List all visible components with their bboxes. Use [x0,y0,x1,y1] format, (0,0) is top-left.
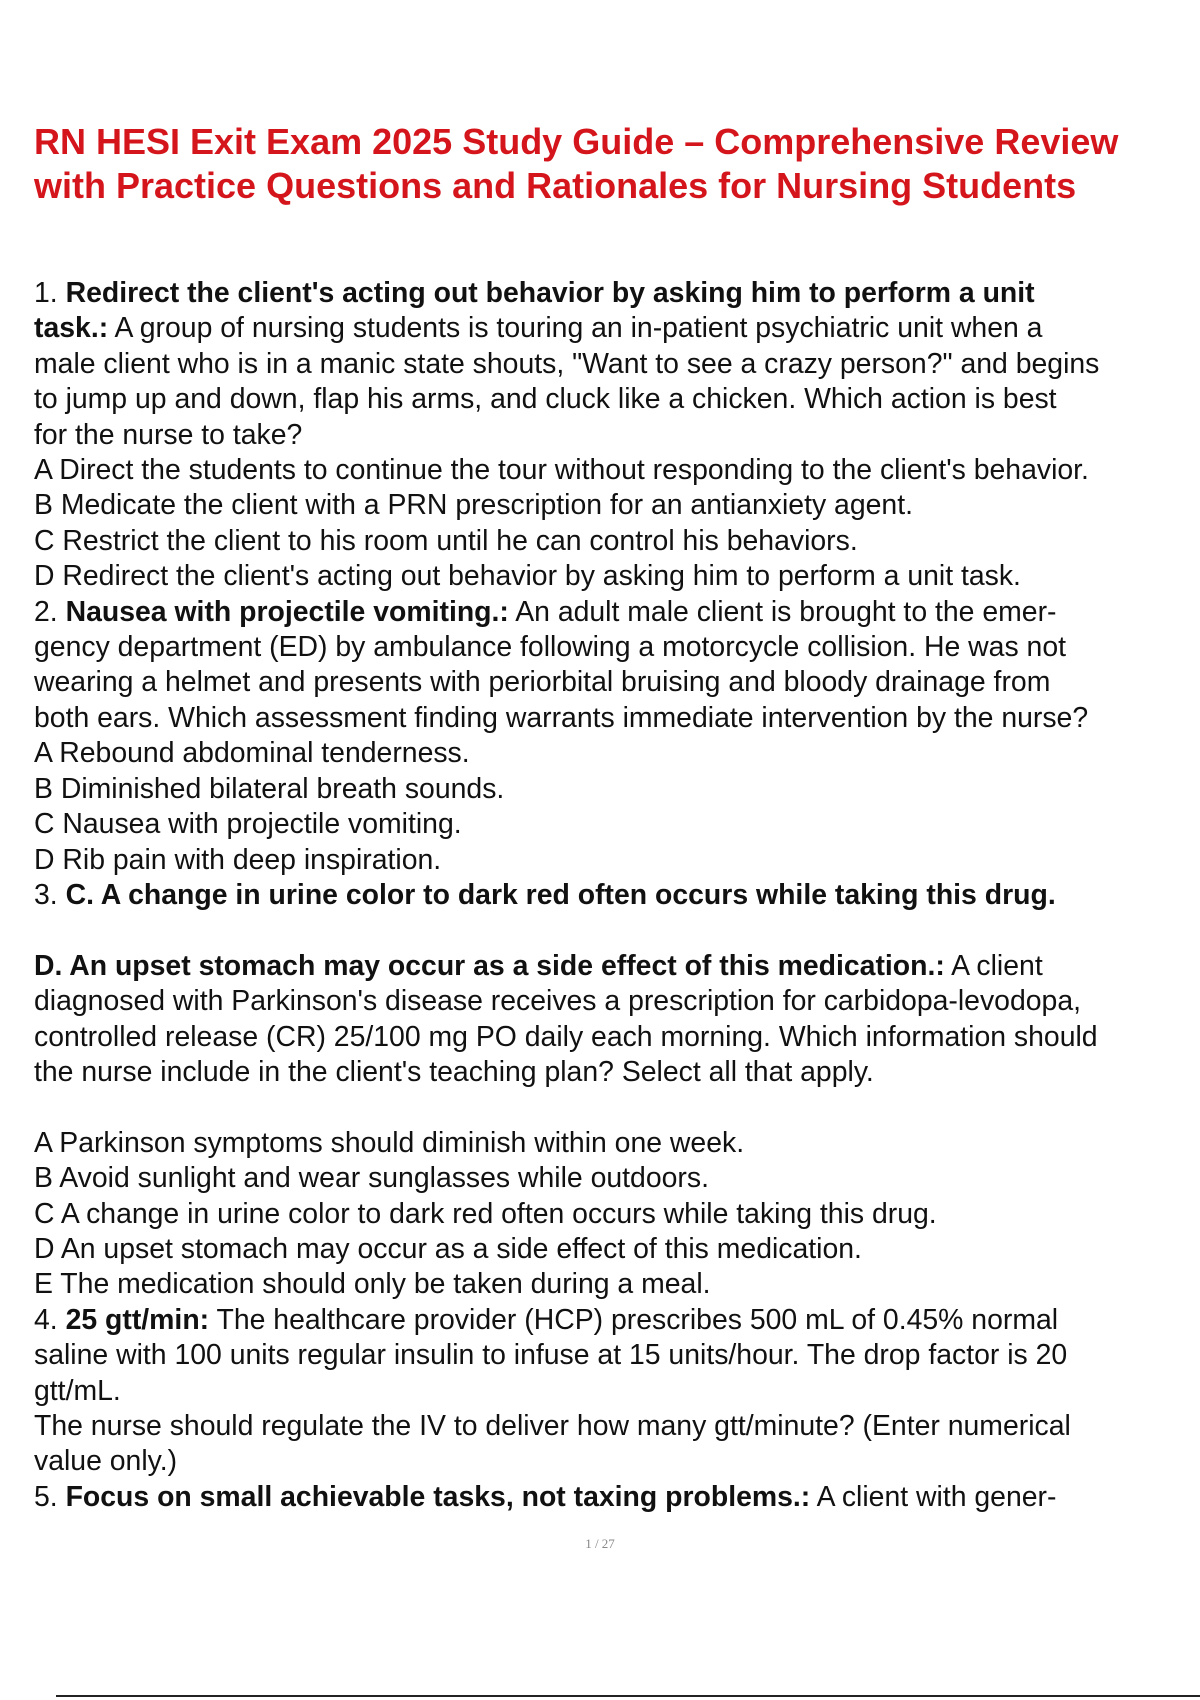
question-4-line: gtt/mL. [34,1374,121,1407]
question-3-line: diagnosed with Parkinson's disease receives a prescription for carbidopa-levodopa, [34,985,1082,1018]
question-1-answer: Redirect the client's acting out behavior by asking him to perform a unit [65,277,1035,309]
question-2-option-b: B Diminished bilateral breath sounds. [34,772,505,805]
question-2-line: wearing a helmet and presents with periorbital bruising and bloody drainage from [34,666,1051,699]
title-line-2: with Practice Questions and Rationales for Nursing Students [34,165,1077,206]
document-title [34,120,1184,208]
question-3-answer: D. An upset stomach may occur as a side effect of this medication.: [34,949,945,982]
question-4-line: 4. 25 gtt/min: The healthcare provider (HCP) prescribes 500 mL of 0.45% normal [34,1303,1059,1336]
question-1-option-a: A Direct the students to continue the tour without responding to the client's behavior. [34,454,1089,487]
question-3-option-b: B Avoid sunlight and wear sunglasses while outdoors. [34,1162,709,1195]
question-3-line: controlled release (CR) 25/100 mg PO daily each morning. Which information should [34,1020,1098,1053]
question-4-answer: 25 gtt/min: [65,1303,210,1336]
question-3-answer: C. A change in urine color to dark red often occurs while taking this drug. [65,878,1056,911]
question-1-line: task.: A group of nursing students is touring an in-patient psychiatric unit when a [34,312,1043,345]
question-2-line: gency department (ED) by ambulance following a motorcycle collision. He was not [34,631,1067,664]
title-line-1: RN HESI Exit Exam 2025 Study Guide – Comprehensive Review [34,121,1119,162]
question-4-line: value only.) [34,1445,178,1478]
question-1-line: 1. Redirect the client's acting out behavior by asking him to perform a unit [34,277,1035,309]
question-5-answer: Focus on small achievable tasks, not taxing problems.: [65,1480,811,1513]
question-3-option-e: E The medication should only be taken during a meal. [34,1268,711,1301]
question-3-option-c: C A change in urine color to dark red often occurs while taking this drug. [34,1197,937,1230]
question-2-option-a: A Rebound abdominal tenderness. [34,737,470,770]
page-number: 1 / 27 [585,1536,615,1551]
spacer [34,913,1194,948]
question-4-line: saline with 100 units regular insulin to infuse at 15 units/hour. The drop factor is 20 [34,1339,1068,1372]
question-1-option-d: D Redirect the client's acting out behavior by asking him to perform a unit task. [34,560,1021,593]
question-5-line: 5. Focus on small achievable tasks, not taxing problems.: A client with gener- [34,1480,1057,1513]
question-1-option-c: C Restrict the client to his room until he can control his behaviors. [34,524,858,557]
question-2-line: 2. Nausea with projectile vomiting.: An adult male client is brought to the emer- [34,595,1057,628]
question-1-line: male client who is in a manic state shouts, "Want to see a crazy person?" and begins [34,347,1100,380]
question-1-line: for the nurse to take? [34,418,303,451]
bottom-divider [56,1695,1200,1697]
question-1-answer: task.: [34,312,109,345]
question-1-option-b: B Medicate the client with a PRN prescription for an antianxiety agent. [34,489,913,522]
question-1-line: to jump up and down, flap his arms, and cluck like a chicken. Which action is best [34,383,1057,416]
question-3-option-d: D An upset stomach may occur as a side effect of this medication. [34,1232,862,1265]
question-3-line: D. An upset stomach may occur as a side effect of this medication.: A client [34,949,1043,982]
spacer [34,1090,1194,1125]
question-2-answer: Nausea with projectile vomiting.: [65,595,509,628]
question-3-line: 3. C. A change in urine color to dark red often occurs while taking this drug. [34,878,1056,911]
question-2-option-d: D Rib pain with deep inspiration. [34,843,442,876]
question-2-option-c: C Nausea with projectile vomiting. [34,808,462,841]
question-2-line: both ears. Which assessment finding warrants immediate intervention by the nurse? [34,701,1089,734]
document-body [34,276,1194,1515]
question-3-line: the nurse include in the client's teaching plan? Select all that apply. [34,1055,874,1088]
question-4-line: The nurse should regulate the IV to deliver how many gtt/minute? (Enter numerical [34,1409,1071,1442]
question-3-option-a: A Parkinson symptoms should diminish within one week. [34,1126,745,1159]
